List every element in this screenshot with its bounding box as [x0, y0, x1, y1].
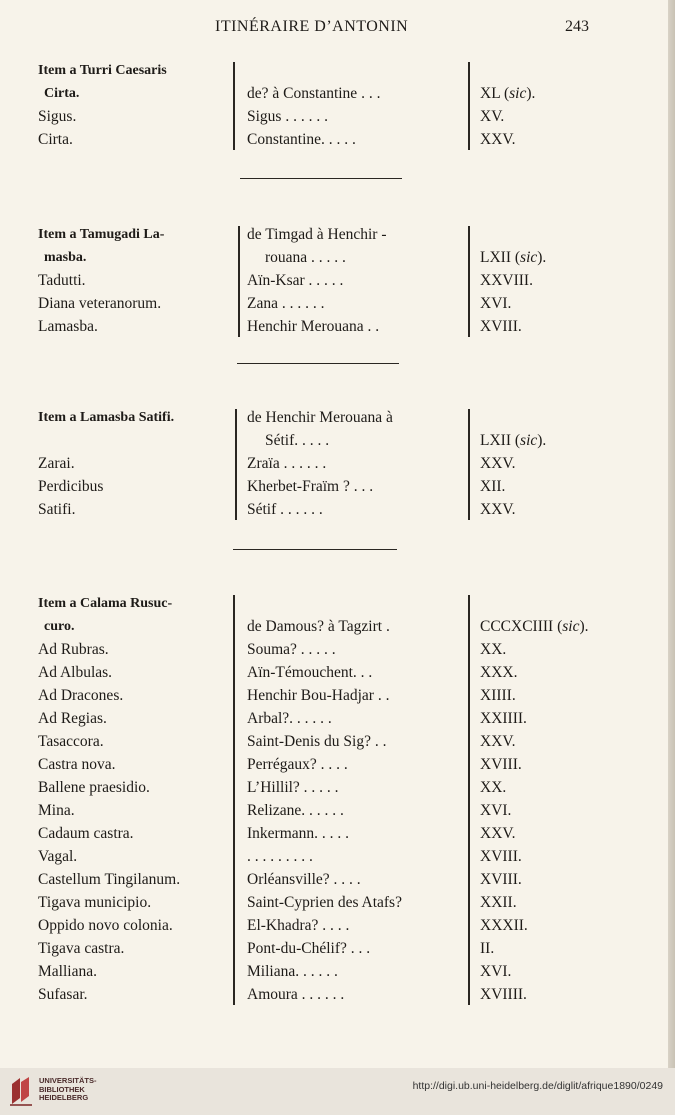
modern-name: Pont-du-Chélif? . . .: [247, 940, 371, 957]
logo-line: HEIDELBERG: [39, 1093, 89, 1102]
table-row: [0, 316, 668, 338]
modern-name: rouana . . . . .: [265, 249, 346, 266]
ancient-name: Oppido novo colonia.: [38, 917, 173, 934]
modern-name: de? à Constantine . . .: [247, 85, 381, 102]
distance-miles: II.: [480, 940, 495, 957]
section-separator: [240, 178, 402, 179]
modern-name: . . . . . . . . .: [247, 848, 313, 865]
ancient-name: Ballene praesidio.: [38, 779, 150, 796]
modern-name: Souma? . . . . .: [247, 641, 336, 658]
table-row: [0, 593, 668, 615]
ancient-name: Tigava castra.: [38, 940, 125, 957]
distance-miles: XVIII.: [480, 318, 522, 335]
ancient-name: Ad Rubras.: [38, 641, 109, 658]
modern-name: Sigus . . . . . .: [247, 108, 328, 125]
ancient-name: Sigus.: [38, 108, 77, 125]
modern-name: Saint-Denis du Sig? . .: [247, 733, 387, 750]
distance-miles: XXV.: [480, 733, 516, 750]
distance-miles: XXV.: [480, 455, 516, 472]
ancient-name: Tigava municipio.: [38, 894, 152, 911]
ancient-name: Cirta.: [38, 131, 73, 148]
table-row: [0, 685, 668, 707]
distance-miles: XVI.: [480, 295, 512, 312]
page-edge-shadow: [668, 0, 675, 1068]
ancient-name: Satifi.: [38, 501, 76, 518]
ancient-name: masba.: [44, 250, 87, 265]
table-row: [0, 869, 668, 891]
table-row: [0, 639, 668, 661]
table-row: [0, 708, 668, 730]
ancient-name: Vagal.: [38, 848, 78, 865]
ancient-name: Item a Turri Caesaris: [38, 63, 167, 78]
ancient-name: Malliana.: [38, 963, 97, 980]
ancient-name: Cirta.: [44, 86, 80, 101]
table-row: [0, 915, 668, 937]
table-row: [0, 938, 668, 960]
table-row: [0, 106, 668, 128]
modern-name: Aïn-Témouchent. . .: [247, 664, 373, 681]
modern-name: Miliana. . . . . .: [247, 963, 338, 980]
distance-miles: XXV.: [480, 131, 516, 148]
distance-miles: XVIII.: [480, 848, 522, 865]
modern-name: Henchir Merouana . .: [247, 318, 380, 335]
ancient-name: Castellum Tingilanum.: [38, 871, 181, 888]
distance-miles: XXIIII.: [480, 710, 527, 727]
modern-name: Perrégaux? . . . .: [247, 756, 348, 773]
table-row: [0, 984, 668, 1006]
ancient-name: Mina.: [38, 802, 75, 819]
distance-miles: XIIII.: [480, 687, 516, 704]
table-row: [0, 616, 668, 638]
ancient-name: Ad Albulas.: [38, 664, 113, 681]
table-row: [0, 662, 668, 684]
table-row: [0, 499, 668, 521]
ancient-name: curo.: [44, 619, 75, 634]
distance-miles: XXV.: [480, 825, 516, 842]
table-row: [0, 453, 668, 475]
table-row: [0, 60, 668, 82]
distance-miles: XVI.: [480, 963, 512, 980]
distance-miles: XXXII.: [480, 917, 528, 934]
distance-miles: XXVIII.: [480, 272, 533, 289]
ancient-name: Ad Dracones.: [38, 687, 124, 704]
distance-miles: LXII (sic).: [480, 432, 547, 449]
modern-name: Arbal?. . . . . .: [247, 710, 332, 727]
ancient-name: Item a Lamasba Satifi.: [38, 410, 175, 425]
distance-miles: XL (sic).: [480, 85, 536, 102]
page-number: 243: [565, 18, 589, 35]
ancient-name: Tasaccora.: [38, 733, 104, 750]
table-row: [0, 83, 668, 105]
modern-name: Zraïa . . . . . .: [247, 455, 327, 472]
distance-miles: XVIIII.: [480, 986, 527, 1003]
table-row: [0, 407, 668, 429]
section-separator: [233, 549, 397, 550]
modern-name: Constantine. . . . .: [247, 131, 356, 148]
ancient-name: Cadaum castra.: [38, 825, 134, 842]
modern-name: Aïn-Ksar . . . . .: [247, 272, 344, 289]
distance-miles: CCCXCIIII (sic).: [480, 618, 589, 635]
ancient-name: Perdicibus: [38, 478, 104, 495]
library-logo-icon: [8, 1074, 34, 1106]
table-row: [0, 800, 668, 822]
table-row: [0, 823, 668, 845]
modern-name: L’Hillil? . . . . .: [247, 779, 339, 796]
table-row: [0, 476, 668, 498]
distance-miles: XXV.: [480, 501, 516, 518]
modern-name: Henchir Bou-Hadjar . .: [247, 687, 390, 704]
distance-miles: XVIII.: [480, 756, 522, 773]
distance-miles: XV.: [480, 108, 505, 125]
distance-miles: XX.: [480, 779, 507, 796]
ancient-name: Item a Tamugadi La-: [38, 227, 165, 242]
table-row: [0, 430, 668, 452]
modern-name: Amoura . . . . . .: [247, 986, 345, 1003]
modern-name: de Damous? à Tagzirt .: [247, 618, 390, 635]
distance-miles: XVI.: [480, 802, 512, 819]
logo-line: UNIVERSITÄTS-: [39, 1076, 97, 1085]
running-title: ITINÉRAIRE D’ANTONIN: [215, 18, 409, 35]
distance-miles: XVIII.: [480, 871, 522, 888]
ancient-name: Tadutti.: [38, 272, 86, 289]
table-row: [0, 777, 668, 799]
table-row: [0, 846, 668, 868]
modern-name: Relizane. . . . . .: [247, 802, 344, 819]
modern-name: Sétif. . . . .: [265, 432, 330, 449]
modern-name: Kherbet-Fraïm ? . . .: [247, 478, 374, 495]
modern-name: Sétif . . . . . .: [247, 501, 323, 518]
modern-name: El-Khadra? . . . .: [247, 917, 350, 934]
modern-name: Saint-Cyprien des Atafs?: [247, 894, 402, 911]
table-row: [0, 961, 668, 983]
ancient-name: Diana veteranorum.: [38, 295, 162, 312]
table-row: [0, 270, 668, 292]
table-row: [0, 731, 668, 753]
table-row: [0, 247, 668, 269]
distance-miles: XII.: [480, 478, 506, 495]
ancient-name: Item a Calama Rusuc-: [38, 596, 173, 611]
ancient-name: Sufasar.: [38, 986, 88, 1003]
ancient-name: Zarai.: [38, 455, 75, 472]
distance-miles: XXX.: [480, 664, 518, 681]
modern-name: Orléansville? . . . .: [247, 871, 361, 888]
distance-miles: XXII.: [480, 894, 517, 911]
library-logo-text: [39, 1077, 97, 1103]
table-row: [0, 224, 668, 246]
ancient-name: Castra nova.: [38, 756, 116, 773]
ancient-name: Ad Regias.: [38, 710, 107, 727]
distance-miles: LXII (sic).: [480, 249, 547, 266]
page-header: [0, 18, 668, 42]
distance-miles: XX.: [480, 641, 507, 658]
modern-name: de Henchir Merouana à: [247, 409, 393, 426]
table-row: [0, 293, 668, 315]
table-row: [0, 754, 668, 776]
modern-name: Zana . . . . . .: [247, 295, 325, 312]
modern-name: Inkermann. . . . .: [247, 825, 350, 842]
ancient-name: Lamasba.: [38, 318, 98, 335]
table-row: [0, 892, 668, 914]
modern-name: de Timgad à Henchir -: [247, 226, 387, 243]
logo-line: BIBLIOTHEK: [39, 1084, 85, 1094]
source-url-link[interactable]: http://digi.ub.uni-heidelberg.de/diglit/afrique1890/0249: [412, 1080, 663, 1092]
table-row: [0, 129, 668, 151]
section-separator: [237, 363, 399, 364]
footer-bar: [0, 1068, 675, 1115]
